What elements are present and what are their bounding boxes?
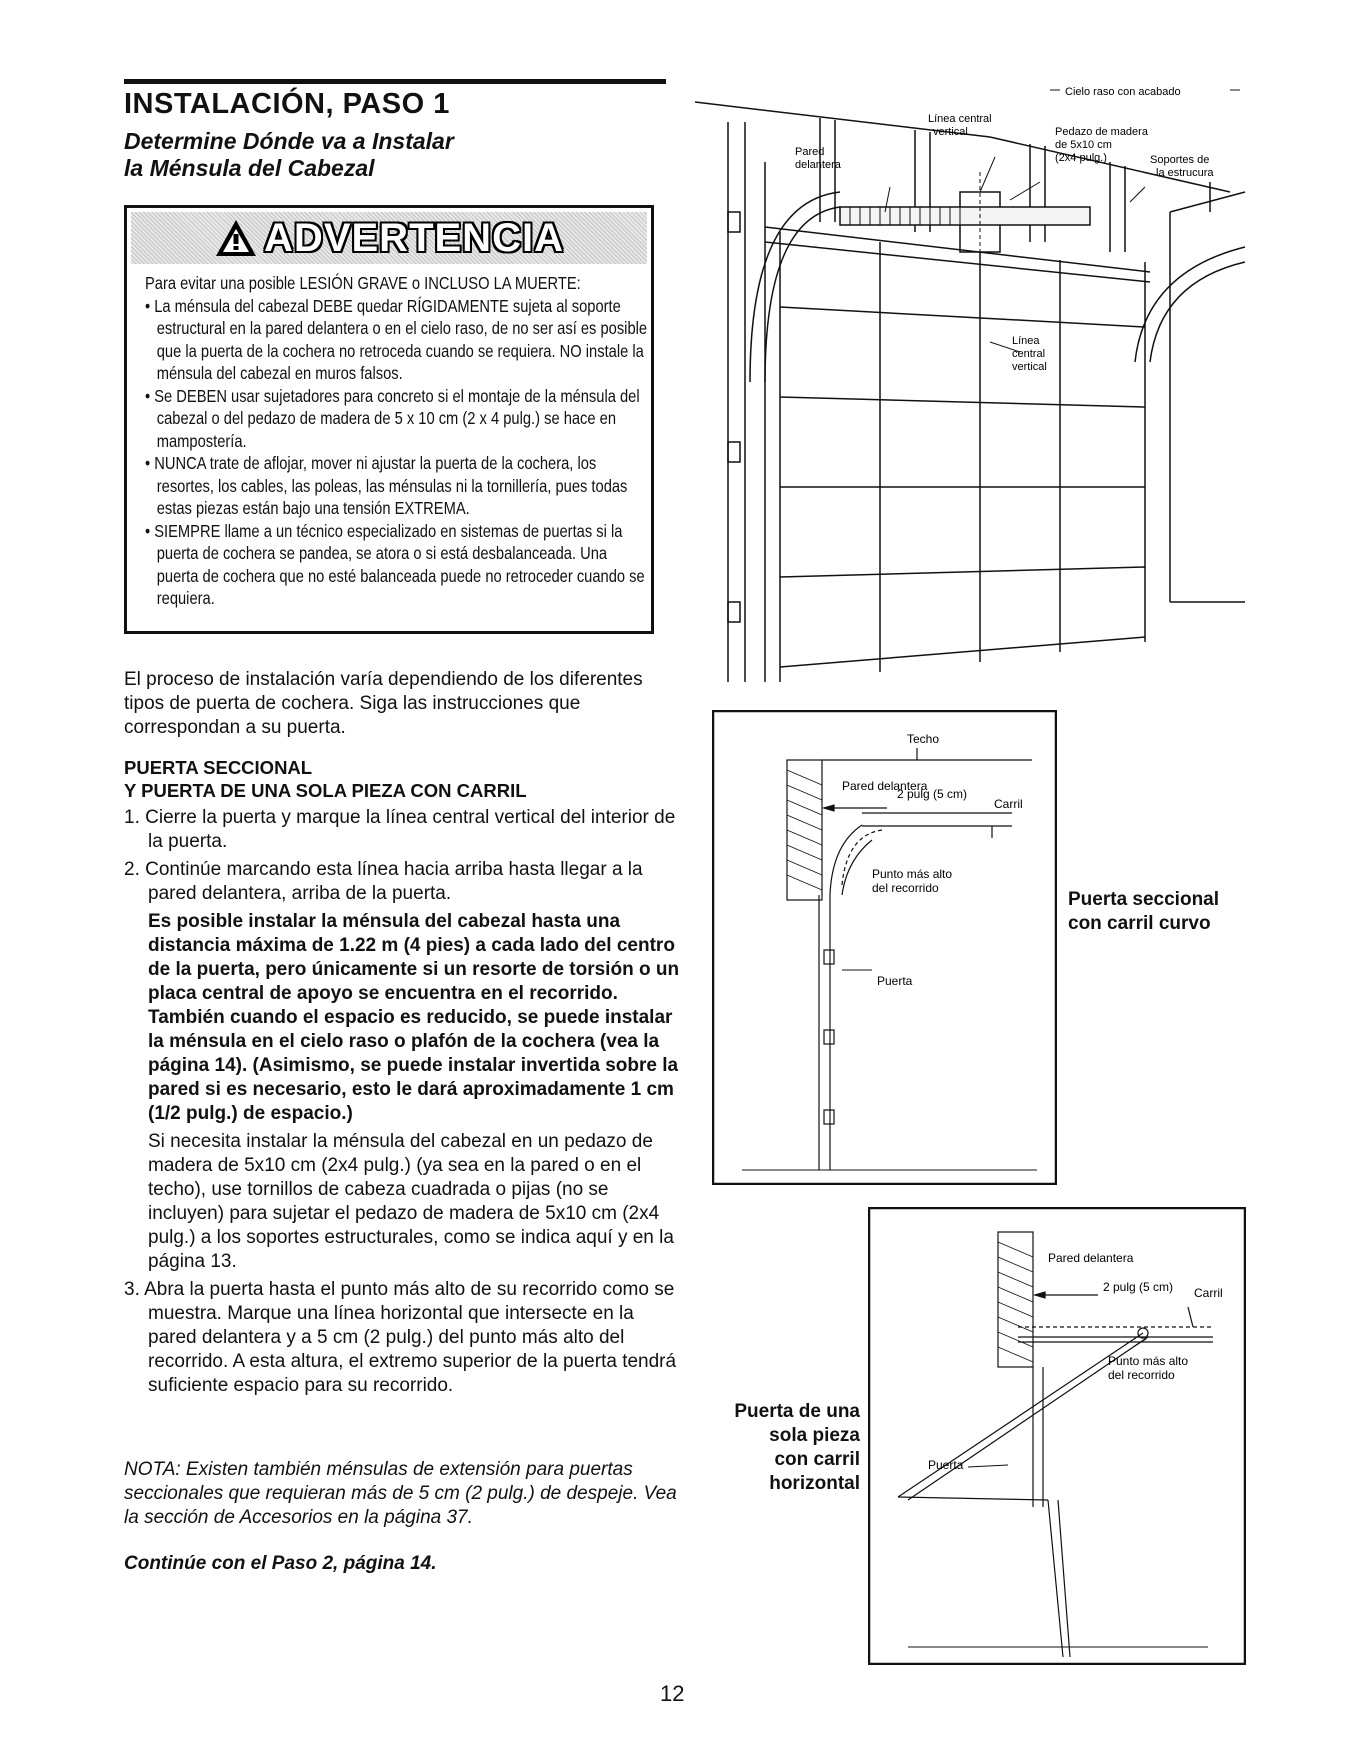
- steps-list: [124, 806, 680, 1402]
- warning-intro: Para evitar una posible LESIÓN GRAVE o INCLUSO LA MUERTE:: [145, 273, 581, 293]
- note-paragraph: [124, 1458, 680, 1530]
- note-label: NOTA:: [124, 1459, 181, 1480]
- label-punto-1: Punto más alto: [872, 867, 953, 881]
- continue-link-text: Continúe con el Paso 2, página 14.: [124, 1553, 437, 1574]
- label-pedazo-3: (2x4 pulg.): [1055, 152, 1107, 164]
- one-piece-caption: [700, 1400, 860, 1496]
- label-carril-2: Carril: [1194, 1286, 1223, 1300]
- page-number: 12: [660, 1681, 685, 1706]
- label-cielo-raso: Cielo raso con acabado: [1065, 86, 1181, 98]
- subtitle-line-2: la Ménsula del Cabezal: [124, 155, 375, 181]
- label-pared-delantera-2: Pared delantera: [1048, 1251, 1134, 1265]
- step-2-important: Es posible instalar la ménsula del cabezal hasta una distancia máxima de 1.22 m (4 pies) a cada lado del centro de la puerta, pero únicamente si un resorte de torsión o un placa central de apoyo se encuentra en el recorrido. También cuando el espacio es reducido, se puede instalar la ménsula en el cielo raso o plafón de la cochera (vea la página 14). (Asimismo, se puede instalar invertida sobre la pared si es necesario, esto le dará aproximadamente 1 cm (1/2 pulg.) de espacio.): [148, 911, 680, 1124]
- warning-body: [145, 272, 649, 610]
- section-heading: [124, 756, 527, 802]
- label-linea-central-2: vertical: [933, 126, 968, 138]
- sectional-door-diagram: [712, 710, 1057, 1185]
- label-punto-2: del recorrido: [872, 881, 939, 895]
- intro-paragraph: El proceso de instalación varía dependiendo de los diferentes tipos de puerta de cochera. Siga las instrucciones que correspondan a su puerta.: [124, 669, 643, 738]
- label-pedazo-1: Pedazo de madera: [1055, 126, 1148, 138]
- one-piece-door-diagram: [868, 1207, 1246, 1665]
- warning-item: • Se DEBEN usar sujetadores para concreto si el montaje de la ménsula del cabezal o del pedazo de madera de 5 x 10 cm (2 x 4 pulg.) se hace en mampostería.: [145, 385, 640, 451]
- sectional-caption: [1068, 888, 1219, 936]
- step-2: 2. Continúe marcando esta línea hacia arriba hasta llegar a la pared delantera, arriba de la puerta.: [124, 859, 643, 904]
- label-linea-vertical-3: vertical: [1012, 361, 1047, 373]
- warning-title: ADVERTENCIA: [264, 215, 564, 260]
- warning-triangle-icon: [214, 218, 258, 258]
- label-techo: Techo: [907, 732, 940, 746]
- warning-item: • SIEMPRE llame a un técnico especializado en sistemas de puertas si la puerta de cochera se pandea, se atora o si está desbalanceada. Una puerta de cochera que no esté balanceada puede no retroceder cuando se requiera.: [145, 520, 645, 608]
- label-linea-vertical-2: central: [1012, 348, 1046, 360]
- label-soportes-1: Soportes de: [1150, 154, 1210, 166]
- label-puerta-2: Puerta: [928, 1458, 964, 1472]
- garage-door-illustration: [690, 82, 1250, 682]
- one-piece-caption-3: con carril: [774, 1449, 860, 1470]
- section-heading-line-2: Y PUERTA DE UNA SOLA PIEZA CON CARRIL: [124, 780, 527, 801]
- page-title: INSTALACIÓN, PASO 1: [124, 88, 450, 120]
- warning-item: • La ménsula del cabezal DEBE quedar RÍGIDAMENTE sujeta al soporte estructural en la pared delantera o en el cielo raso, de no ser así es posible que la puerta de la cochera no retroceda cuando se requiera. NO instale la ménsula del cabezal en muros falsos.: [145, 295, 648, 383]
- label-carril: Carril: [994, 797, 1023, 811]
- warning-header: [131, 212, 647, 264]
- title-rule: [124, 79, 666, 84]
- step-1: 1. Cierre la puerta y marque la línea central vertical del interior de la puerta.: [124, 807, 676, 852]
- label-distance-2: 2 pulg (5 cm): [1103, 1280, 1174, 1294]
- one-piece-caption-2: sola pieza: [769, 1425, 860, 1446]
- label-linea-central-1: Línea central: [928, 113, 992, 125]
- label-punto-3: Punto más alto: [1108, 1354, 1189, 1368]
- subtitle-line-1: Determine Dónde va a Instalar: [124, 128, 454, 154]
- note-text: Existen también ménsulas de extensión para puertas seccionales que requieran más de 5 cm (2 pulg.) de despeje. Vea la sección de Accesorios en la página 37.: [124, 1459, 677, 1528]
- label-linea-vertical-1: Línea: [1012, 335, 1040, 347]
- label-punto-4: del recorrido: [1108, 1368, 1175, 1382]
- label-puerta: Puerta: [877, 974, 913, 988]
- label-soportes-2: la estrucura: [1156, 167, 1214, 179]
- page-subtitle: [124, 128, 684, 182]
- one-piece-caption-4: horizontal: [769, 1473, 860, 1494]
- step-2-extra: Si necesita instalar la ménsula del cabezal en un pedazo de madera de 5x10 cm (2x4 pulg.) (ya sea en la pared o en el techo), use tornillos de cabeza cuadrada o pijas (no se incluyen) para sujetar el pedazo de madera de 5x10 cm (2x4 pulg.) a los soportes estructurales, como se indica aquí y en la página 13.: [148, 1131, 674, 1272]
- step-3: 3. Abra la puerta hasta el punto más alto de su recorrido como se muestra. Marque una línea horizontal que intersecte en la pared delantera y a 5 cm (2 pulg.) del punto más alto del recorrido. A esta altura, el extremo superior de la puerta tendrá suficiente espacio para su recorrido.: [124, 1279, 677, 1396]
- section-heading-line-1: PUERTA SECCIONAL: [124, 757, 313, 778]
- sectional-caption-1: Puerta seccional: [1068, 889, 1220, 910]
- label-pared-1: Pared: [795, 146, 825, 158]
- label-distance: 2 pulg (5 cm): [897, 787, 968, 801]
- warning-box: [124, 205, 654, 634]
- label-pared-2: delantera: [795, 159, 841, 171]
- label-pared-delantera: Pared delantera: [842, 779, 928, 793]
- warning-item: • NUNCA trate de aflojar, mover ni ajustar la puerta de la cochera, los resortes, los cables, las poleas, las ménsulas ni la tornillería, pues todas estas piezas están bajo una tensión EXTREMA.: [145, 453, 628, 518]
- one-piece-caption-1: Puerta de una: [734, 1401, 860, 1422]
- sectional-caption-2: con carril curvo: [1068, 913, 1211, 934]
- label-pedazo-2: de 5x10 cm: [1055, 139, 1112, 151]
